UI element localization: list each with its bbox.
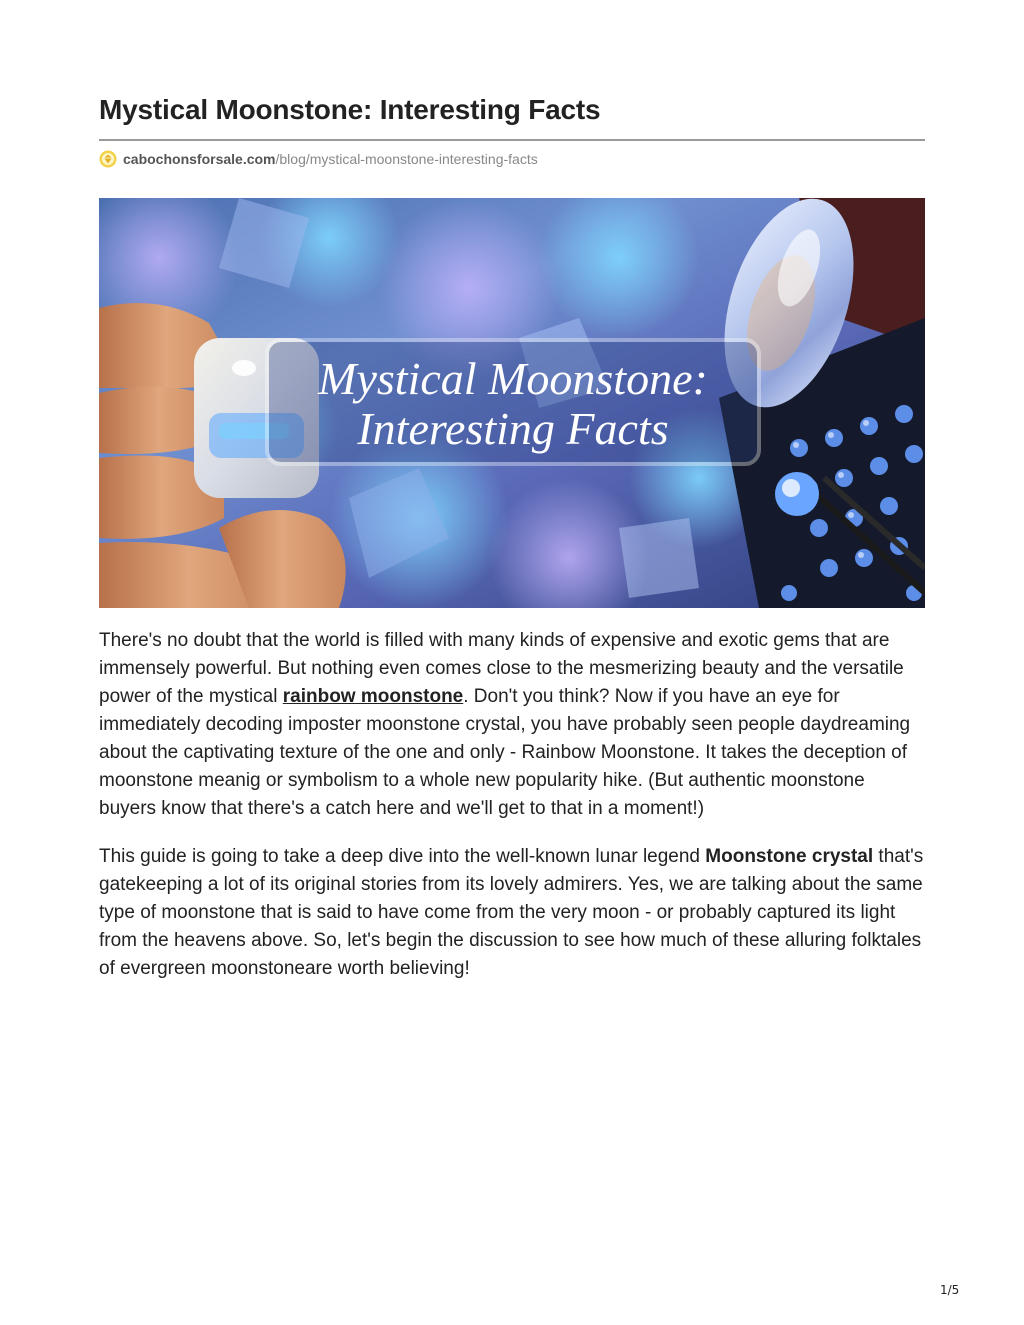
source-link[interactable] <box>99 149 538 169</box>
source-path[interactable]: /blog/mystical-moonstone-interesting-facts <box>275 151 538 167</box>
hero-image <box>99 198 925 608</box>
source-domain[interactable]: cabochonsforsale.com <box>123 151 276 167</box>
page-number: 1/5 <box>940 1283 960 1297</box>
hero-overlay-title-line1: Mystical Moonstone: <box>318 353 708 404</box>
article-paragraph-1 <box>99 627 925 823</box>
hero-moonstone-photo <box>99 198 925 608</box>
article-paragraph-2 <box>99 843 925 983</box>
paragraph-1-text-end: . Don't you think? Now if you have an eye for immediately decoding imposter moonstone crystal, you have probably seen people daydreaming about the captivating texture of the one and only - Rainbow Moonstone. It takes the deception of moonstone meanig or symbolism to a whole new popularity hike. (But authentic moonstone buyers know that there's a catch here and we'll get to that in a moment!) <box>99 686 911 819</box>
paragraph-1-text-start: There's no doubt that the world is filled with many kinds of expensive and exotic gems that are immensely powerful. But nothing even comes close to the mesmerizing beauty and the versatile power of the mystical <box>99 630 904 707</box>
site-favicon-icon <box>99 150 117 168</box>
title-divider <box>99 139 925 141</box>
paragraph-2-text-start: This guide is going to take a deep dive into the well-known lunar legend <box>99 846 706 867</box>
rainbow-moonstone-link[interactable]: rainbow moonstone <box>282 686 464 707</box>
paragraph-2-text-end: that's gatekeeping a lot of its original stories from its lovely admirers. Yes, we are talking about the same type of moonstone that is said to have come from the very moon - or probably captured its light from the heavens above. So, let's begin the discussion to see how much of these alluring folktales of evergreen moonstoneare worth believing! <box>99 846 924 979</box>
page-title: Mystical Moonstone: Interesting Facts <box>99 94 601 125</box>
article-body <box>99 627 925 1003</box>
hero-overlay-title-line2: Interesting Facts <box>357 403 669 454</box>
moonstone-crystal-bold: Moonstone crystal <box>705 846 874 867</box>
